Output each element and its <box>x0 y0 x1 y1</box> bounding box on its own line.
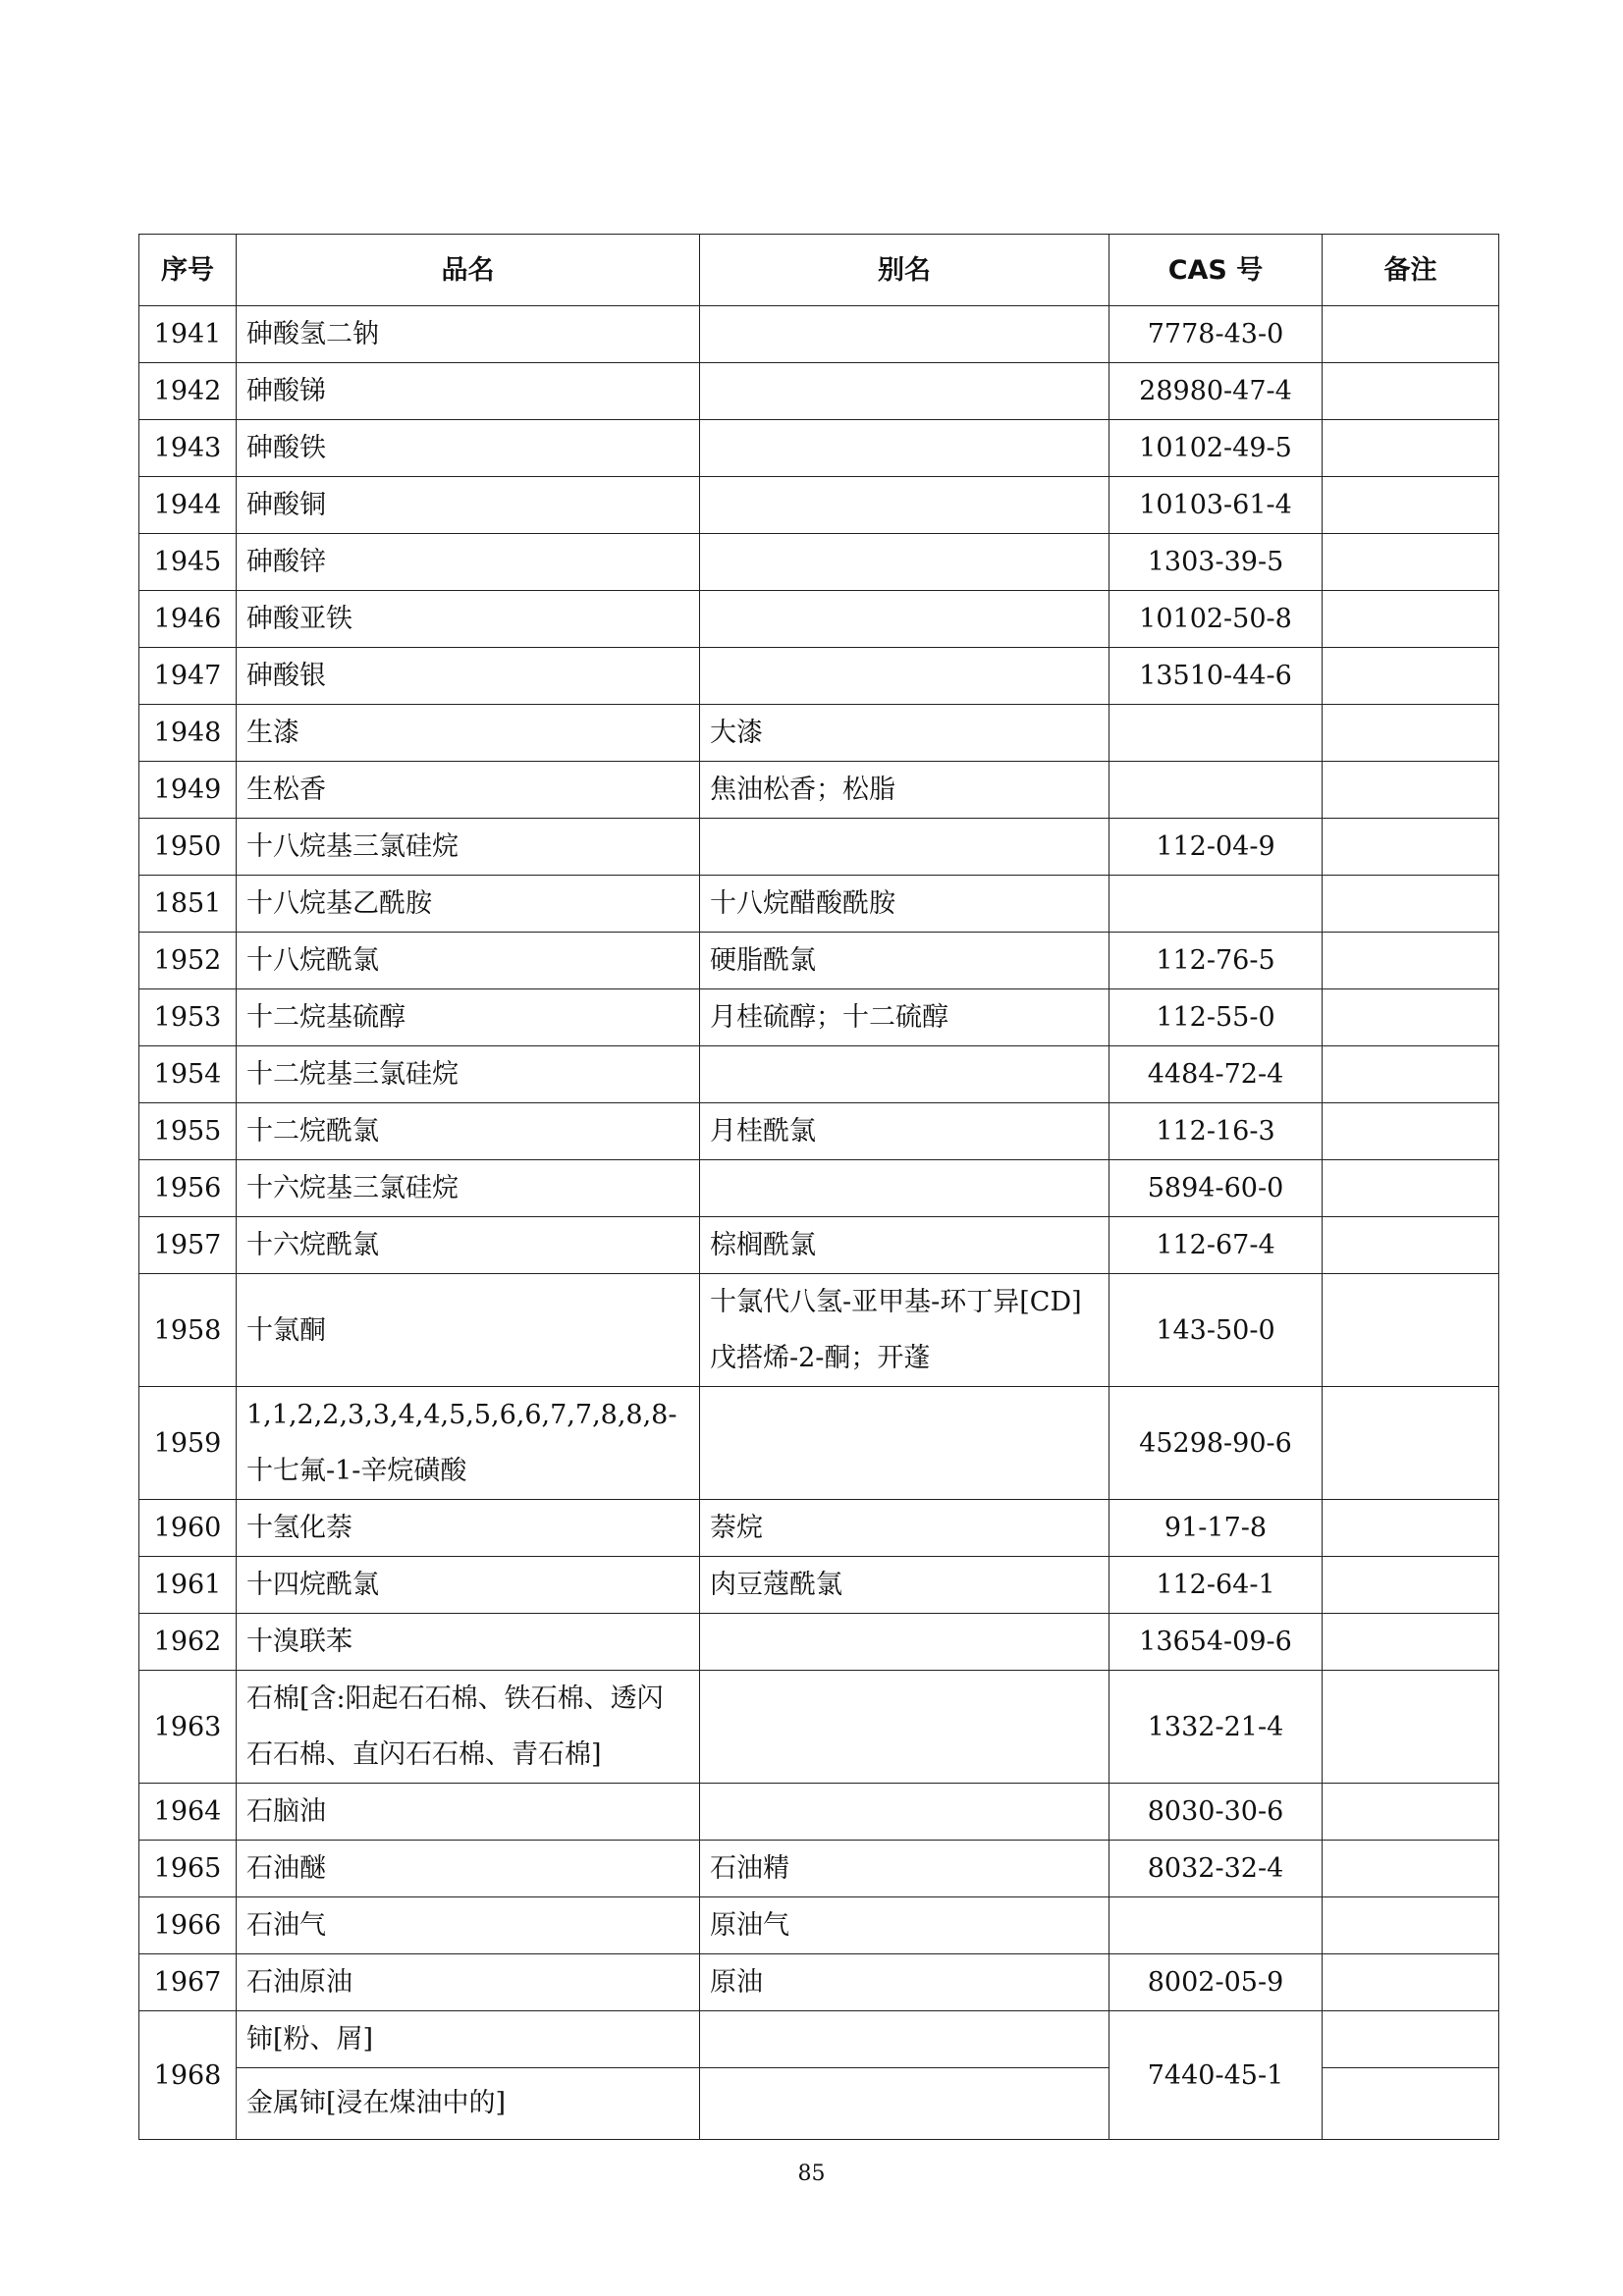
cell-name: 砷酸银 <box>237 648 700 705</box>
cell-alias <box>700 534 1109 591</box>
cell-name: 十四烷酰氯 <box>237 1557 700 1614</box>
cell-note <box>1323 1046 1499 1103</box>
cell-note <box>1323 477 1499 534</box>
cell-no: 1943 <box>139 420 237 477</box>
cell-no: 1949 <box>139 762 237 819</box>
table-row <box>139 477 1499 534</box>
cell-name: 十六烷酰氯 <box>237 1217 700 1274</box>
cell-alias: 原油气 <box>700 1897 1109 1954</box>
cell-note <box>1323 420 1499 477</box>
cell-no: 1946 <box>139 591 237 648</box>
cell-alias: 大漆 <box>700 705 1109 762</box>
table-row <box>139 1500 1499 1557</box>
cell-cas: 8032-32-4 <box>1109 1841 1323 1897</box>
cell-cas: 112-76-5 <box>1109 933 1323 989</box>
cell-no: 1967 <box>139 1954 237 2011</box>
cell-no: 1962 <box>139 1614 237 1671</box>
cell-cas: 1303-39-5 <box>1109 534 1323 591</box>
table-row <box>139 648 1499 705</box>
cell-note <box>1323 1784 1499 1841</box>
cell-note <box>1323 876 1499 933</box>
cell-name: 十二烷酰氯 <box>237 1103 700 1160</box>
cell-cas: 10103-61-4 <box>1109 477 1323 534</box>
cell-name: 石脑油 <box>237 1784 700 1841</box>
cell-alias <box>700 1671 1109 1784</box>
cell-no: 1942 <box>139 363 237 420</box>
cell-name: 十二烷基硫醇 <box>237 989 700 1046</box>
table-row <box>139 1897 1499 1954</box>
table-row <box>139 591 1499 648</box>
cell-no: 1851 <box>139 876 237 933</box>
cell-cas <box>1109 1897 1323 1954</box>
header-alias: 别名 <box>700 235 1109 306</box>
cell-alias <box>700 2068 1109 2140</box>
header-note: 备注 <box>1323 235 1499 306</box>
table-row <box>139 1614 1499 1671</box>
cell-cas: 10102-49-5 <box>1109 420 1323 477</box>
cell-alias: 焦油松香；松脂 <box>700 762 1109 819</box>
cell-no: 1964 <box>139 1784 237 1841</box>
table-row <box>139 1671 1499 1784</box>
cell-name: 砷酸铜 <box>237 477 700 534</box>
cell-alias: 十八烷醋酸酰胺 <box>700 876 1109 933</box>
table-row <box>139 1784 1499 1841</box>
cell-no: 1966 <box>139 1897 237 1954</box>
chemical-table <box>138 234 1499 2140</box>
cell-cas: 5894-60-0 <box>1109 1160 1323 1217</box>
cell-cas: 8030-30-6 <box>1109 1784 1323 1841</box>
table-row <box>139 2011 1499 2068</box>
cell-cas: 112-04-9 <box>1109 819 1323 876</box>
cell-cas: 112-16-3 <box>1109 1103 1323 1160</box>
cell-note <box>1323 705 1499 762</box>
cell-note <box>1323 1671 1499 1784</box>
cell-alias: 萘烷 <box>700 1500 1109 1557</box>
cell-no: 1957 <box>139 1217 237 1274</box>
cell-alias: 十氯代八氢-亚甲基-环丁异[CD]戊搭烯-2-酮；开蓬 <box>700 1274 1109 1387</box>
table-row <box>139 1103 1499 1160</box>
cell-no: 1954 <box>139 1046 237 1103</box>
cell-alias: 月桂酰氯 <box>700 1103 1109 1160</box>
cell-cas <box>1109 762 1323 819</box>
cell-cas: 91-17-8 <box>1109 1500 1323 1557</box>
cell-name: 砷酸亚铁 <box>237 591 700 648</box>
cell-no: 1950 <box>139 819 237 876</box>
cell-no: 1952 <box>139 933 237 989</box>
cell-note <box>1323 989 1499 1046</box>
table-row <box>139 876 1499 933</box>
cell-alias <box>700 363 1109 420</box>
cell-note <box>1323 1841 1499 1897</box>
cell-alias <box>700 591 1109 648</box>
cell-cas: 112-55-0 <box>1109 989 1323 1046</box>
cell-no: 1947 <box>139 648 237 705</box>
cell-alias <box>700 1160 1109 1217</box>
table-row <box>139 1954 1499 2011</box>
cell-cas: 28980-47-4 <box>1109 363 1323 420</box>
cell-cas: 112-67-4 <box>1109 1217 1323 1274</box>
cell-name: 十氢化萘 <box>237 1500 700 1557</box>
cell-name: 石油原油 <box>237 1954 700 2011</box>
table-row <box>139 989 1499 1046</box>
table-row <box>139 933 1499 989</box>
cell-alias <box>700 420 1109 477</box>
table-row <box>139 306 1499 363</box>
cell-name: 石油醚 <box>237 1841 700 1897</box>
table-row <box>139 819 1499 876</box>
cell-name: 铈[粉、屑] <box>237 2011 700 2068</box>
header-no: 序号 <box>139 235 237 306</box>
table-header-row <box>139 235 1499 306</box>
cell-name: 砷酸锌 <box>237 534 700 591</box>
cell-name: 砷酸锑 <box>237 363 700 420</box>
cell-cas <box>1109 705 1323 762</box>
cell-note <box>1323 1614 1499 1671</box>
cell-name: 十二烷基三氯硅烷 <box>237 1046 700 1103</box>
cell-name: 十六烷基三氯硅烷 <box>237 1160 700 1217</box>
cell-note <box>1323 1897 1499 1954</box>
cell-cas <box>1109 876 1323 933</box>
table-row <box>139 1274 1499 1387</box>
cell-alias: 月桂硫醇；十二硫醇 <box>700 989 1109 1046</box>
table-row <box>139 1841 1499 1897</box>
cell-alias <box>700 1784 1109 1841</box>
cell-note <box>1323 306 1499 363</box>
cell-name: 十八烷基三氯硅烷 <box>237 819 700 876</box>
cell-cas: 112-64-1 <box>1109 1557 1323 1614</box>
header-name: 品名 <box>237 235 700 306</box>
cell-no: 1955 <box>139 1103 237 1160</box>
cell-name: 石棉[含:阳起石石棉、铁石棉、透闪石石棉、直闪石石棉、青石棉] <box>237 1671 700 1784</box>
cell-alias: 硬脂酰氯 <box>700 933 1109 989</box>
cell-note <box>1323 2068 1499 2140</box>
page-number: 85 <box>797 2162 826 2186</box>
cell-name: 石油气 <box>237 1897 700 1954</box>
cell-note <box>1323 2011 1499 2068</box>
cell-cas: 7778-43-0 <box>1109 306 1323 363</box>
cell-note <box>1323 1954 1499 2011</box>
cell-note <box>1323 1557 1499 1614</box>
cell-cas: 10102-50-8 <box>1109 591 1323 648</box>
cell-note <box>1323 1217 1499 1274</box>
cell-note <box>1323 1387 1499 1500</box>
cell-alias: 原油 <box>700 1954 1109 2011</box>
cell-note <box>1323 819 1499 876</box>
table-row <box>139 1217 1499 1274</box>
cell-note <box>1323 363 1499 420</box>
cell-alias <box>700 1614 1109 1671</box>
cell-alias <box>700 2011 1109 2068</box>
cell-no: 1953 <box>139 989 237 1046</box>
cell-cas: 143-50-0 <box>1109 1274 1323 1387</box>
cell-note <box>1323 591 1499 648</box>
cell-name: 十氯酮 <box>237 1274 700 1387</box>
cell-no: 1945 <box>139 534 237 591</box>
table-row <box>139 420 1499 477</box>
cell-alias <box>700 477 1109 534</box>
cell-note <box>1323 933 1499 989</box>
cell-name: 生漆 <box>237 705 700 762</box>
table-row <box>139 1046 1499 1103</box>
cell-no: 1948 <box>139 705 237 762</box>
cell-no: 1944 <box>139 477 237 534</box>
table-row <box>139 762 1499 819</box>
cell-name: 砷酸铁 <box>237 420 700 477</box>
cell-note <box>1323 762 1499 819</box>
cell-no: 1941 <box>139 306 237 363</box>
cell-name: 砷酸氢二钠 <box>237 306 700 363</box>
cell-note <box>1323 1160 1499 1217</box>
cell-note <box>1323 1500 1499 1557</box>
cell-alias <box>700 1387 1109 1500</box>
cell-cas: 4484-72-4 <box>1109 1046 1323 1103</box>
cell-name: 1,1,2,2,3,3,4,4,5,5,6,6,7,7,8,8,8-十七氟-1-辛烷磺酸 <box>237 1387 700 1500</box>
cell-no: 1968 <box>139 2011 237 2140</box>
cell-cas: 1332-21-4 <box>1109 1671 1323 1784</box>
cell-no: 1956 <box>139 1160 237 1217</box>
cell-note <box>1323 648 1499 705</box>
table-row <box>139 534 1499 591</box>
table-row <box>139 705 1499 762</box>
cell-cas: 45298-90-6 <box>1109 1387 1323 1500</box>
cell-alias <box>700 648 1109 705</box>
cell-alias: 肉豆蔻酰氯 <box>700 1557 1109 1614</box>
cell-cas: 7440-45-1 <box>1109 2011 1323 2140</box>
cell-no: 1965 <box>139 1841 237 1897</box>
table-row <box>139 363 1499 420</box>
cell-no: 1963 <box>139 1671 237 1784</box>
cell-name: 金属铈[浸在煤油中的] <box>237 2068 700 2140</box>
cell-cas: 8002-05-9 <box>1109 1954 1323 2011</box>
cell-note <box>1323 1274 1499 1387</box>
cell-alias: 棕榈酰氯 <box>700 1217 1109 1274</box>
cell-cas: 13510-44-6 <box>1109 648 1323 705</box>
cell-cas: 13654-09-6 <box>1109 1614 1323 1671</box>
cell-name: 十八烷基乙酰胺 <box>237 876 700 933</box>
cell-no: 1958 <box>139 1274 237 1387</box>
cell-alias <box>700 306 1109 363</box>
cell-no: 1961 <box>139 1557 237 1614</box>
cell-name: 十溴联苯 <box>237 1614 700 1671</box>
table-row <box>139 1557 1499 1614</box>
cell-no: 1960 <box>139 1500 237 1557</box>
cell-no: 1959 <box>139 1387 237 1500</box>
cell-note <box>1323 534 1499 591</box>
header-cas: CAS 号 <box>1109 235 1323 306</box>
cell-alias <box>700 819 1109 876</box>
cell-name: 十八烷酰氯 <box>237 933 700 989</box>
table-row <box>139 1160 1499 1217</box>
table-row <box>139 1387 1499 1500</box>
cell-note <box>1323 1103 1499 1160</box>
cell-name: 生松香 <box>237 762 700 819</box>
cell-alias: 石油精 <box>700 1841 1109 1897</box>
cell-alias <box>700 1046 1109 1103</box>
